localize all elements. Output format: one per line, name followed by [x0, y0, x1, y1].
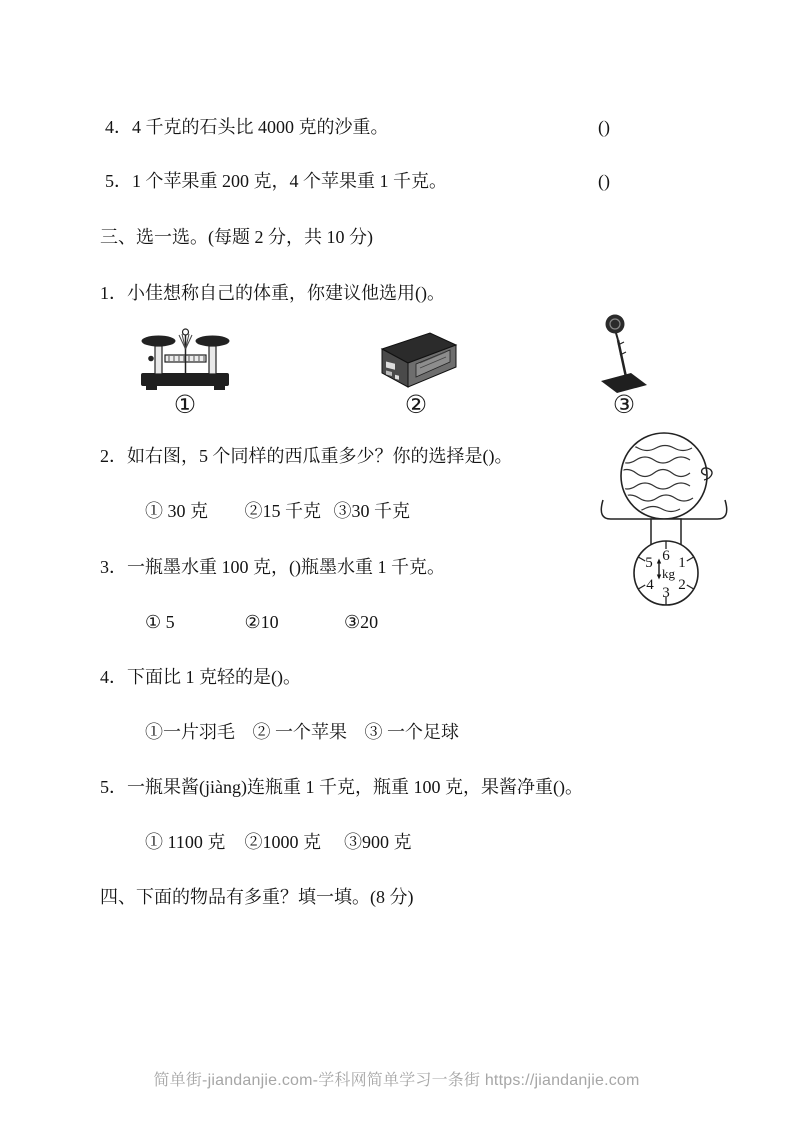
question-5-option-2: ②1000 克: [244, 832, 321, 852]
question-3-option-1: ① 5: [145, 612, 175, 632]
question-2-options: [145, 499, 429, 523]
watermelon-scale-figure: [598, 428, 730, 606]
svg-text:5: 5: [645, 555, 653, 571]
question-3-option-3: ③20: [344, 612, 379, 632]
question-5-option-1: ① 1100 克: [145, 832, 226, 852]
question-5-text: 5．一瓶果酱(jiàng)连瓶重 1 千克，瓶重 100 克，果酱净重()。: [100, 777, 583, 797]
svg-text:1: 1: [678, 555, 686, 571]
judge-item-4-text: 4．4 千克的石头比 4000 克的沙重。: [105, 117, 389, 137]
electronic-scale-icon: [372, 329, 460, 393]
judge-item-4-answer-blank: (): [598, 117, 610, 137]
question-4-option-1: ①一片羽毛: [145, 722, 235, 742]
figure-2-label: ②: [404, 390, 428, 419]
electronic-scale-figure: [372, 329, 460, 393]
question-2-option-1: ① 30 克: [145, 501, 208, 521]
platform-scale-icon: [595, 313, 653, 399]
question-3-option-2: ②10: [244, 612, 279, 632]
question-1-text: 1．小佳想称自己的体重，你建议他选用()。: [100, 283, 445, 303]
question-4-text: 4．下面比 1 克轻的是()。: [100, 667, 301, 687]
svg-text:4: 4: [646, 577, 654, 593]
section-four-heading: 四、下面的物品有多重？填一填。(8 分): [100, 887, 414, 907]
question-5-option-3: ③900 克: [344, 832, 412, 852]
question-5-options: [145, 830, 439, 854]
question-3-options: [145, 610, 439, 634]
question-3-text: 3．一瓶墨水重 100 克，()瓶墨水重 1 千克。: [100, 557, 445, 577]
question-4-options: [145, 720, 472, 744]
question-2-text: 2．如右图，5 个同样的西瓜重多少？你的选择是()。: [100, 446, 513, 466]
svg-text:kg: kg: [662, 566, 675, 581]
judge-item-5-answer-blank: (): [598, 171, 610, 191]
figure-3-label: ③: [612, 390, 636, 419]
platform-scale-figure: [595, 313, 653, 399]
footer-watermark: 简单街-jiandanjie.com-学科网简单学习一条街 https://jiandanjie.com: [153, 1072, 640, 1089]
question-2-option-3: ③30 千克: [333, 501, 410, 521]
question-4-option-2: ② 一个苹果: [252, 722, 347, 742]
balance-scale-icon: [133, 317, 237, 393]
svg-text:3: 3: [662, 585, 670, 601]
question-2-option-2: ②15 千克: [244, 501, 321, 521]
judge-item-5: [105, 169, 610, 193]
figure-1-label: ①: [173, 390, 197, 419]
watermelon-scale-icon: [598, 428, 730, 606]
svg-text:6: 6: [662, 548, 670, 564]
svg-text:2: 2: [678, 577, 686, 593]
judge-item-4: [105, 115, 610, 139]
question-4-option-3: ③ 一个足球: [364, 722, 459, 742]
judge-item-5-text: 5．1 个苹果重 200 克，4 个苹果重 1 千克。: [105, 171, 447, 191]
balance-scale-figure: [133, 317, 237, 393]
section-three-heading: 三、选一选。(每题 2 分，共 10 分): [100, 227, 373, 247]
